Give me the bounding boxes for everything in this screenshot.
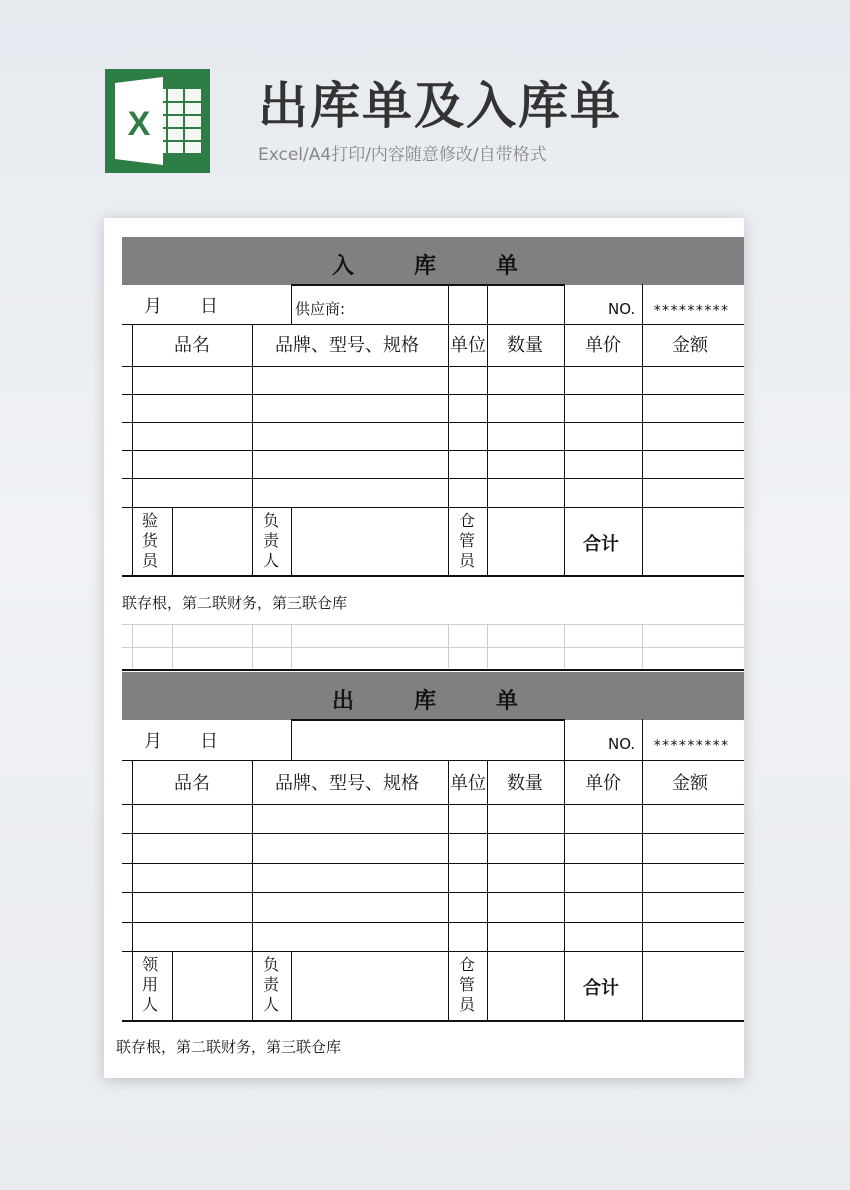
gap-col-line-7 <box>642 624 643 668</box>
receipt-col-spec: 品牌、型号、规格 <box>275 335 419 356</box>
issue-col-qty: 数量 <box>507 773 543 794</box>
issue-row-line-4 <box>122 892 744 893</box>
issue-col-unit: 单位 <box>450 773 486 794</box>
receipt-info-divider-5 <box>642 284 643 324</box>
issue-total-label: 合计 <box>583 978 619 999</box>
receipt-col-qty: 数量 <box>507 335 543 356</box>
issue-col-line-3 <box>487 760 488 1020</box>
issue-col-line-5 <box>642 760 643 1020</box>
receipt-month-label: 月 <box>144 296 162 317</box>
receipt-row-line-3 <box>122 422 744 423</box>
receipt-day-label: 日 <box>200 296 218 317</box>
issue-row-line-5 <box>122 922 744 923</box>
issue-top-line <box>122 669 744 671</box>
issue-title-char-2: 库 <box>414 689 437 714</box>
issue-col-line-4 <box>564 760 565 1020</box>
receipt-col-unit: 单位 <box>450 335 486 356</box>
gap-col-line-6 <box>564 624 565 668</box>
receipt-title-underline <box>291 284 564 286</box>
issue-col-name: 品名 <box>174 773 210 794</box>
issue-receiver-1: 领 <box>141 955 158 974</box>
receipt-inspector-3: 员 <box>141 551 158 570</box>
issue-col-spec: 品牌、型号、规格 <box>275 773 419 794</box>
issue-col-line-2 <box>448 760 449 1020</box>
receipt-footnote: 联存根，第二联财务，第三联仓库 <box>122 594 348 612</box>
receipt-col-line-0 <box>132 324 133 575</box>
receipt-col-price: 单价 <box>585 335 621 356</box>
receipt-bottom-line <box>122 575 744 577</box>
receipt-col-line-1 <box>252 324 253 575</box>
issue-person-2: 责 <box>262 975 279 994</box>
issue-keeper-1: 仓 <box>458 955 475 974</box>
issue-receiver-3: 人 <box>141 995 158 1014</box>
issue-info-divider-1 <box>291 719 292 760</box>
gap-row-line-1 <box>122 624 744 625</box>
issue-info-divider-2 <box>564 719 565 760</box>
page-subtitle: Excel/A4打印/内容随意修改/自带格式 <box>258 145 547 165</box>
issue-info-divider-3 <box>642 719 643 760</box>
issue-col-line-1 <box>252 760 253 1020</box>
receipt-inspector-2: 货 <box>141 531 158 550</box>
receipt-col-line-5 <box>642 324 643 575</box>
issue-receiver-2: 用 <box>141 975 158 994</box>
excel-logo-letter: X <box>127 105 151 143</box>
gap-row-line-2 <box>122 647 744 648</box>
issue-person-1: 负 <box>262 955 279 974</box>
gap-col-line-1 <box>172 624 173 668</box>
issue-title-underline <box>291 719 564 721</box>
issue-sign-line-1 <box>172 951 173 1020</box>
receipt-keeper-2: 管 <box>458 531 475 550</box>
issue-keeper-3: 员 <box>458 995 475 1014</box>
issue-day-label: 日 <box>200 731 218 752</box>
issue-title-char-1: 出 <box>332 689 355 714</box>
receipt-person-1: 负 <box>262 511 279 530</box>
receipt-row-line-5 <box>122 478 744 479</box>
issue-row-line-1 <box>122 804 744 805</box>
issue-col-line-0 <box>132 760 133 1020</box>
receipt-person-2: 责 <box>262 531 279 550</box>
gap-col-line-2 <box>252 624 253 668</box>
gap-col-line-4 <box>448 624 449 668</box>
page-title: 出库单及入库单 <box>258 77 622 135</box>
issue-no-value: ********* <box>653 738 729 754</box>
receipt-inspector-1: 验 <box>141 511 158 530</box>
document-paper <box>104 218 744 1078</box>
excel-logo-icon <box>105 69 210 173</box>
gap-col-line-0 <box>132 624 133 668</box>
receipt-col-line-3 <box>487 324 488 575</box>
gap-col-line-5 <box>487 624 488 668</box>
receipt-row-line-6 <box>122 507 744 508</box>
receipt-supplier-label: 供应商: <box>295 300 346 318</box>
receipt-sign-line-2 <box>291 507 292 575</box>
issue-person-3: 人 <box>262 995 279 1014</box>
issue-row-line-2 <box>122 833 744 834</box>
issue-month-label: 月 <box>144 731 162 752</box>
receipt-col-line-4 <box>564 324 565 575</box>
receipt-no-label: NO. <box>608 300 636 318</box>
receipt-col-line-2 <box>448 324 449 575</box>
gap-col-line-3 <box>291 624 292 668</box>
receipt-title-char-2: 库 <box>414 254 437 279</box>
issue-row-line-6 <box>122 951 744 952</box>
issue-sign-line-2 <box>291 951 292 1020</box>
receipt-no-value: ********* <box>653 303 729 319</box>
receipt-col-amount: 金额 <box>672 335 708 356</box>
receipt-info-divider-2 <box>448 284 449 324</box>
issue-row-line-0 <box>122 760 744 761</box>
receipt-info-divider-1 <box>291 284 292 324</box>
receipt-info-divider-4 <box>564 284 565 324</box>
receipt-person-3: 人 <box>262 551 279 570</box>
spreadsheet-sheet <box>104 218 744 1078</box>
receipt-row-line-2 <box>122 394 744 395</box>
issue-keeper-2: 管 <box>458 975 475 994</box>
issue-row-line-3 <box>122 863 744 864</box>
receipt-row-line-0 <box>122 324 744 325</box>
receipt-row-line-4 <box>122 450 744 451</box>
receipt-col-name: 品名 <box>174 335 210 356</box>
receipt-sign-line-1 <box>172 507 173 575</box>
receipt-info-divider-3 <box>487 284 488 324</box>
issue-bottom-line <box>122 1020 744 1022</box>
receipt-total-label: 合计 <box>583 534 619 555</box>
issue-footnote: 联存根，第二联财务，第三联仓库 <box>116 1038 342 1056</box>
receipt-title-char-3: 单 <box>496 254 519 279</box>
receipt-row-line-1 <box>122 366 744 367</box>
receipt-keeper-1: 仓 <box>458 511 475 530</box>
issue-col-amount: 金额 <box>672 773 708 794</box>
receipt-title-char-1: 入 <box>332 254 355 279</box>
issue-no-label: NO. <box>608 735 636 753</box>
issue-title-char-3: 单 <box>496 689 519 714</box>
receipt-keeper-3: 员 <box>458 551 475 570</box>
issue-col-price: 单价 <box>585 773 621 794</box>
